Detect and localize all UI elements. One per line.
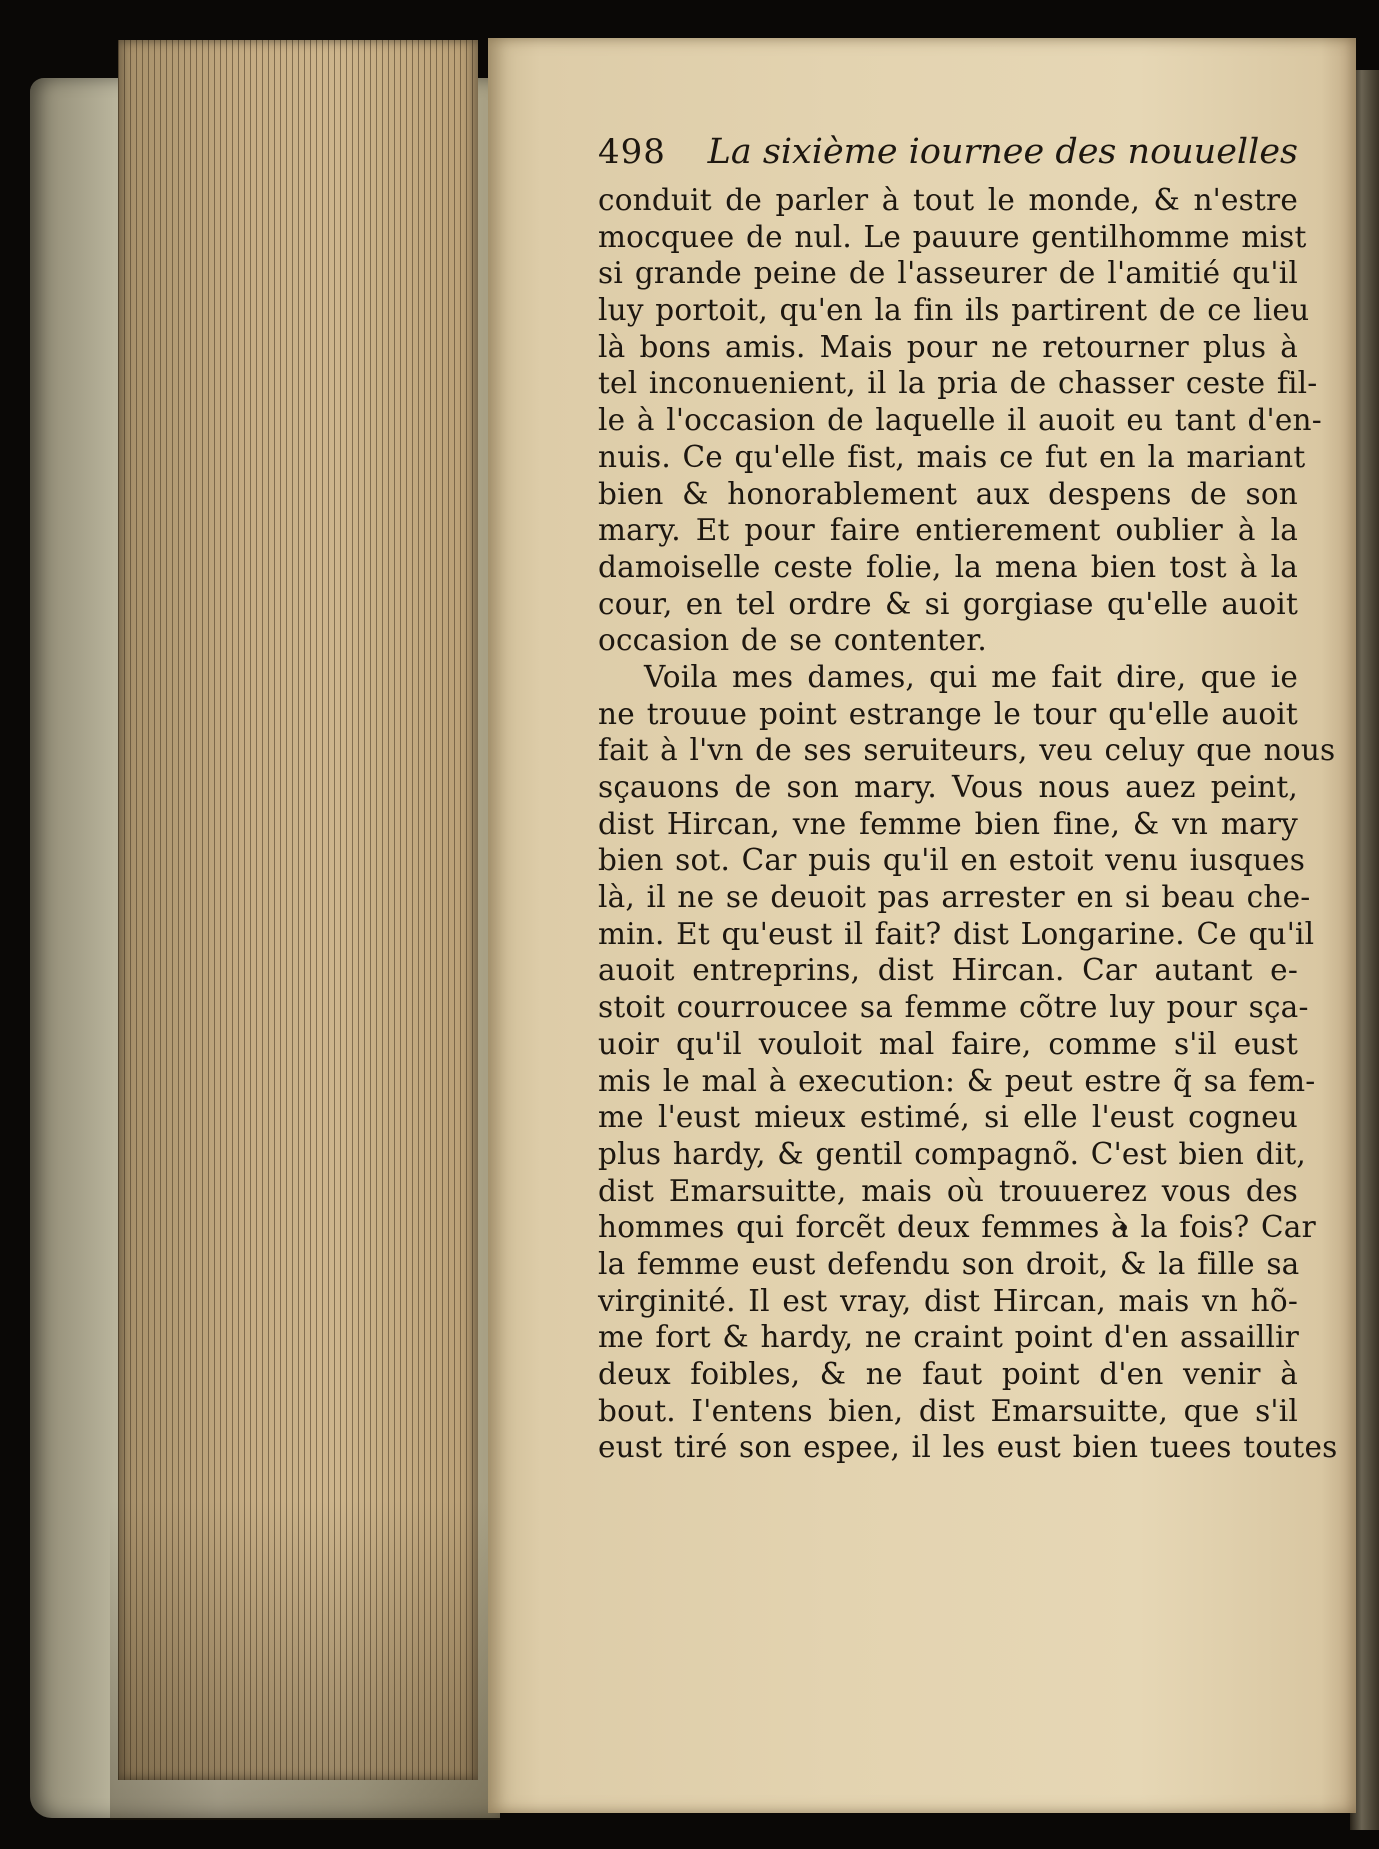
text-line: dist Emarsuitte, mais où trouuerez vous des [598,1173,1298,1208]
text-line: mary. Et pour faire entierement oublier à la [598,513,1298,548]
body-text [598,182,1338,1466]
text-line: eust tiré son espee, il les eust bien tuees toutes [598,1430,1338,1465]
text-line: plus hardy, & gentil compagnõ. C'est bien dit, [598,1136,1307,1171]
text-line: si grande peine de l'asseurer de l'amitié qu'il [598,256,1298,291]
text-line: sçauons de son mary. Vous nous auez peint, [598,770,1298,804]
text-line: conduit de parler à tout le monde, & n'estre [598,183,1298,217]
text-line: occasion de se contenter. [598,623,987,658]
fore-edge-shadow [110,1500,500,1820]
text-line: là, il ne se deuoit pas arrester en si beau che- [598,880,1311,915]
text-line: la femme eust defendu son droit, & la fille sa [598,1246,1300,1281]
text-line: deux foibles, & ne faut point d'en venir à [598,1357,1298,1391]
text-line: min. Et qu'eust il fait? dist Longarine. Ce qu'il [598,916,1315,951]
text-line: hommes qui forcẽt deux femmes à la fois? Car [598,1210,1316,1245]
text-line: bien & honorablement aux despens de son [598,476,1298,511]
text-line: luy portoit, qu'en la fin ils partirent de ce lieu [598,293,1310,328]
running-head [598,132,1298,182]
text-line: ne trouue point estrange le tour qu'elle auoit [598,696,1298,731]
text-line: stoit courroucee sa femme cõtre luy pour sça- [598,990,1309,1025]
text-line: cour, en tel ordre & si gorgiase qu'elle auoit [598,586,1298,621]
text-line: fait à l'vn de ses seruiteurs, veu celuy que nous [598,733,1336,768]
page-text [598,132,1338,1466]
text-line: bout. I'entens bien, dist Emarsuitte, que s'il [598,1393,1298,1428]
text-line: nuis. Ce qu'elle fist, mais ce fut en la mariant [598,439,1306,474]
text-line: mis le mal à execution: & peut estre q̃ sa fem- [598,1063,1316,1098]
text-line: tel inconuenient, il la pria de chasser ceste fil- [598,366,1318,401]
text-line: bien sot. Car puis qu'il en estoit venu iusques [598,843,1306,878]
text-line: me fort & hardy, ne craint point d'en assaillir [598,1320,1300,1355]
text-line: là bons amis. Mais pour ne retourner plus à [598,329,1298,364]
text-line: virginité. Il est vray, dist Hircan, mais vn hõ- [598,1283,1298,1318]
text-line: le à l'occasion de laquelle il auoit eu tant d'en- [598,403,1322,438]
text-line: uoir qu'il vouloit mal faire, comme s'il eust [598,1026,1298,1061]
text-line: auoit entreprins, dist Hircan. Car autant e- [598,953,1298,988]
printed-page [488,38,1356,1813]
text-line: me l'eust mieux estimé, si elle l'eust cogneu [598,1100,1298,1135]
text-line: dist Hircan, vne femme bien fine, & vn mary [598,806,1298,841]
text-line: Voila mes dames, qui me fait dire, que ie [644,659,1298,694]
text-line: mocquee de nul. Le pauure gentilhomme mist [598,219,1307,254]
running-title: La sixième iournee des nouuelles [707,132,1298,172]
page-number: 498 [598,132,666,172]
text-line: damoiselle ceste folie, la mena bien tost à la [598,549,1298,584]
